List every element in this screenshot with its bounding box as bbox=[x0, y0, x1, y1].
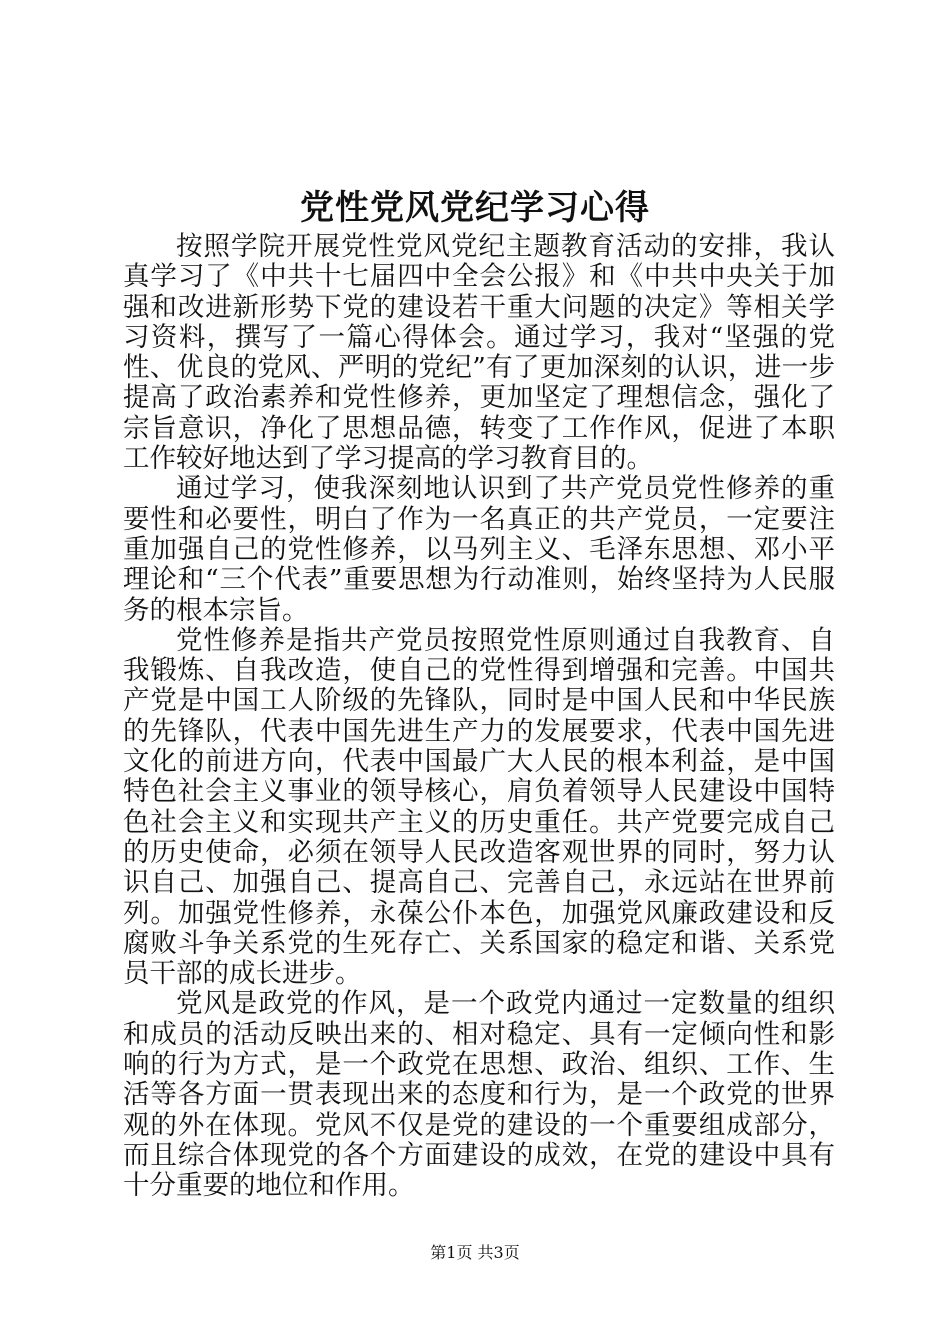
page-number-footer: 第1页 共3页 bbox=[430, 1243, 520, 1262]
paragraph-4: 党风是政党的作风，是一个政党内通过一定数量的组织和成员的活动反映出来的、相对稳定、具有一定倾向性和影响的行为方式，是一个政党在思想、政治、组织、工作、生活等各方面一贯表现出来的态度和行为，是一个政党的世界观的外在体现。党风不仅是党的建设的一个重要组成部分，而且综合体现党的各个方面建设的成效，在党的建设中具有十分重要的地位和作用。 bbox=[123, 988, 835, 1202]
paragraph-2: 通过学习，使我深刻地认识到了共产党员党性修养的重要性和必要性，明白了作为一名真正的共产党员，一定要注重加强自己的党性修养，以马列主义、毛泽东思想、邓小平理论和“三个代表”重要思想为行动准则，始终坚持为人民服务的根本宗旨。 bbox=[123, 473, 835, 626]
document-body bbox=[123, 232, 835, 1202]
document-title: 党性党风党纪学习心得 bbox=[300, 188, 650, 228]
paragraph-3: 党性修养是指共产党员按照党性原则通过自我教育、自我锻炼、自我改造，使自己的党性得到增强和完善。中国共产党是中国工人阶级的先锋队，同时是中国人民和中华民族的先锋队，代表中国先进生产力的发展要求，代表中国先进文化的前进方向，代表中国最广大人民的根本利益，是中国特色社会主义事业的领导核心，肩负着领导人民建设中国特色社会主义和实现共产主义的历史重任。共产党要完成自己的历史使命，必须在领导人民改造客观世界的同时，努力认识自己、加强自己、提高自己、完善自己，永远站在世界前列。加强党性修养，永葆公仆本色，加强党风廉政建设和反腐败斗争关系党的生死存亡、关系国家的稳定和谐、关系党员干部的成长进步。 bbox=[123, 624, 835, 990]
paragraph-1: 按照学院开展党性党风党纪主题教育活动的安排，我认真学习了《中共十七届四中全会公报》和《中共中央关于加强和改进新形势下党的建设若干重大问题的决定》等相关学习资料，撰写了一篇心得体会。通过学习，我对“坚强的党性、优良的党风、严明的党纪”有了更加深刻的认识，进一步提高了政治素养和党性修养，更加坚定了理想信念，强化了宗旨意识，净化了思想品德，转变了工作作风，促进了本职工作较好地达到了学习提高的学习教育目的。 bbox=[123, 231, 835, 475]
